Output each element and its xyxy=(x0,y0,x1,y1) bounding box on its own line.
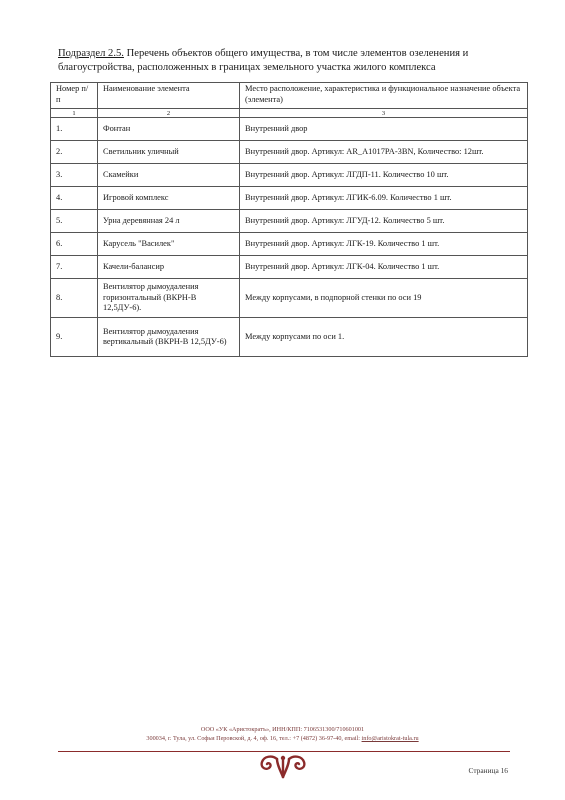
row-number: 8. xyxy=(51,279,98,318)
header-place: Место расположение, характеристика и функциональное назначение объекта (элемента) xyxy=(240,83,528,109)
footer-company-info xyxy=(0,725,565,743)
footer-email-link[interactable]: info@aristokrat-tula.ru xyxy=(361,735,419,742)
table-row xyxy=(51,118,528,141)
row-place: Между корпусами по оси 1. xyxy=(240,318,528,357)
table-row xyxy=(51,187,528,210)
row-place: Внутренний двор. Артикул: ЛГК-04. Количество 1 шт. xyxy=(240,256,528,279)
row-place: Внутренний двор. Артикул: ЛГУД-12. Количество 5 шт. xyxy=(240,210,528,233)
row-name: Вентилятор дымоудаления вертикальный (ВКРН-В 12,5ДУ-6) xyxy=(98,318,240,357)
row-place: Внутренний двор. Артикул: ЛГДП-11. Количество 10 шт. xyxy=(240,164,528,187)
table-row xyxy=(51,256,528,279)
column-number: 3 xyxy=(240,109,528,118)
table-row xyxy=(51,318,528,357)
row-name: Урна деревянная 24 л xyxy=(98,210,240,233)
row-place: Внутренний двор. Артикул: ЛГК-19. Количество 1 шт. xyxy=(240,233,528,256)
column-number: 2 xyxy=(98,109,240,118)
row-number: 9. xyxy=(51,318,98,357)
column-number: 1 xyxy=(51,109,98,118)
table-header-row xyxy=(51,83,528,109)
row-number: 2. xyxy=(51,141,98,164)
row-number: 6. xyxy=(51,233,98,256)
row-place: Внутренний двор xyxy=(240,118,528,141)
table-row xyxy=(51,164,528,187)
row-number: 4. xyxy=(51,187,98,210)
header-number: Номер п/п xyxy=(51,83,98,109)
row-name: Скамейки xyxy=(98,164,240,187)
subsection-label: Подраздел 2.5. xyxy=(58,48,124,59)
footer-address-line xyxy=(0,734,565,743)
section-heading xyxy=(58,47,518,75)
row-name: Карусель "Василек" xyxy=(98,233,240,256)
row-name: Вентилятор дымоудаления горизонтальный (ВКРН-В 12,5ДУ-6). xyxy=(98,279,240,318)
footer-address: 300034, г. Тула, ул. Софьи Перовской, д. 4, оф. 16, тел.: +7 (4872) 36-97-40, email: xyxy=(146,735,362,742)
elements-table xyxy=(50,82,528,357)
table-row xyxy=(51,233,528,256)
row-place: Внутренний двор. Артикул: AR_A1017PA-3BN, Количество: 12шт. xyxy=(240,141,528,164)
footer-divider xyxy=(58,751,510,752)
row-number: 7. xyxy=(51,256,98,279)
footer-company: ООО «УК «Аристократъ», ИНН/КПП: 7106531300/710601001 xyxy=(200,726,365,733)
row-number: 1. xyxy=(51,118,98,141)
row-name: Игровой комплекс xyxy=(98,187,240,210)
row-name: Фонтан xyxy=(98,118,240,141)
row-name: Светильник уличный xyxy=(98,141,240,164)
row-place: Внутренний двор. Артикул: ЛГИК-6.09. Количество 1 шт. xyxy=(240,187,528,210)
table-row xyxy=(51,210,528,233)
header-name: Наименование элемента xyxy=(98,83,240,109)
row-place: Между корпусами, в подпорной стенки по оси 19 xyxy=(240,279,528,318)
table-row xyxy=(51,279,528,318)
row-name: Качели-балансир xyxy=(98,256,240,279)
column-number-row xyxy=(51,109,528,118)
row-number: 3. xyxy=(51,164,98,187)
page-number: Страница 16 xyxy=(468,766,508,775)
table-row xyxy=(51,141,528,164)
ornament-icon xyxy=(255,754,311,780)
row-number: 5. xyxy=(51,210,98,233)
section-title: Перечень объектов общего имущества, в том числе элементов озеленения и благоустройства, расположенных в границах земельного участка жилого комплекса xyxy=(58,48,469,73)
